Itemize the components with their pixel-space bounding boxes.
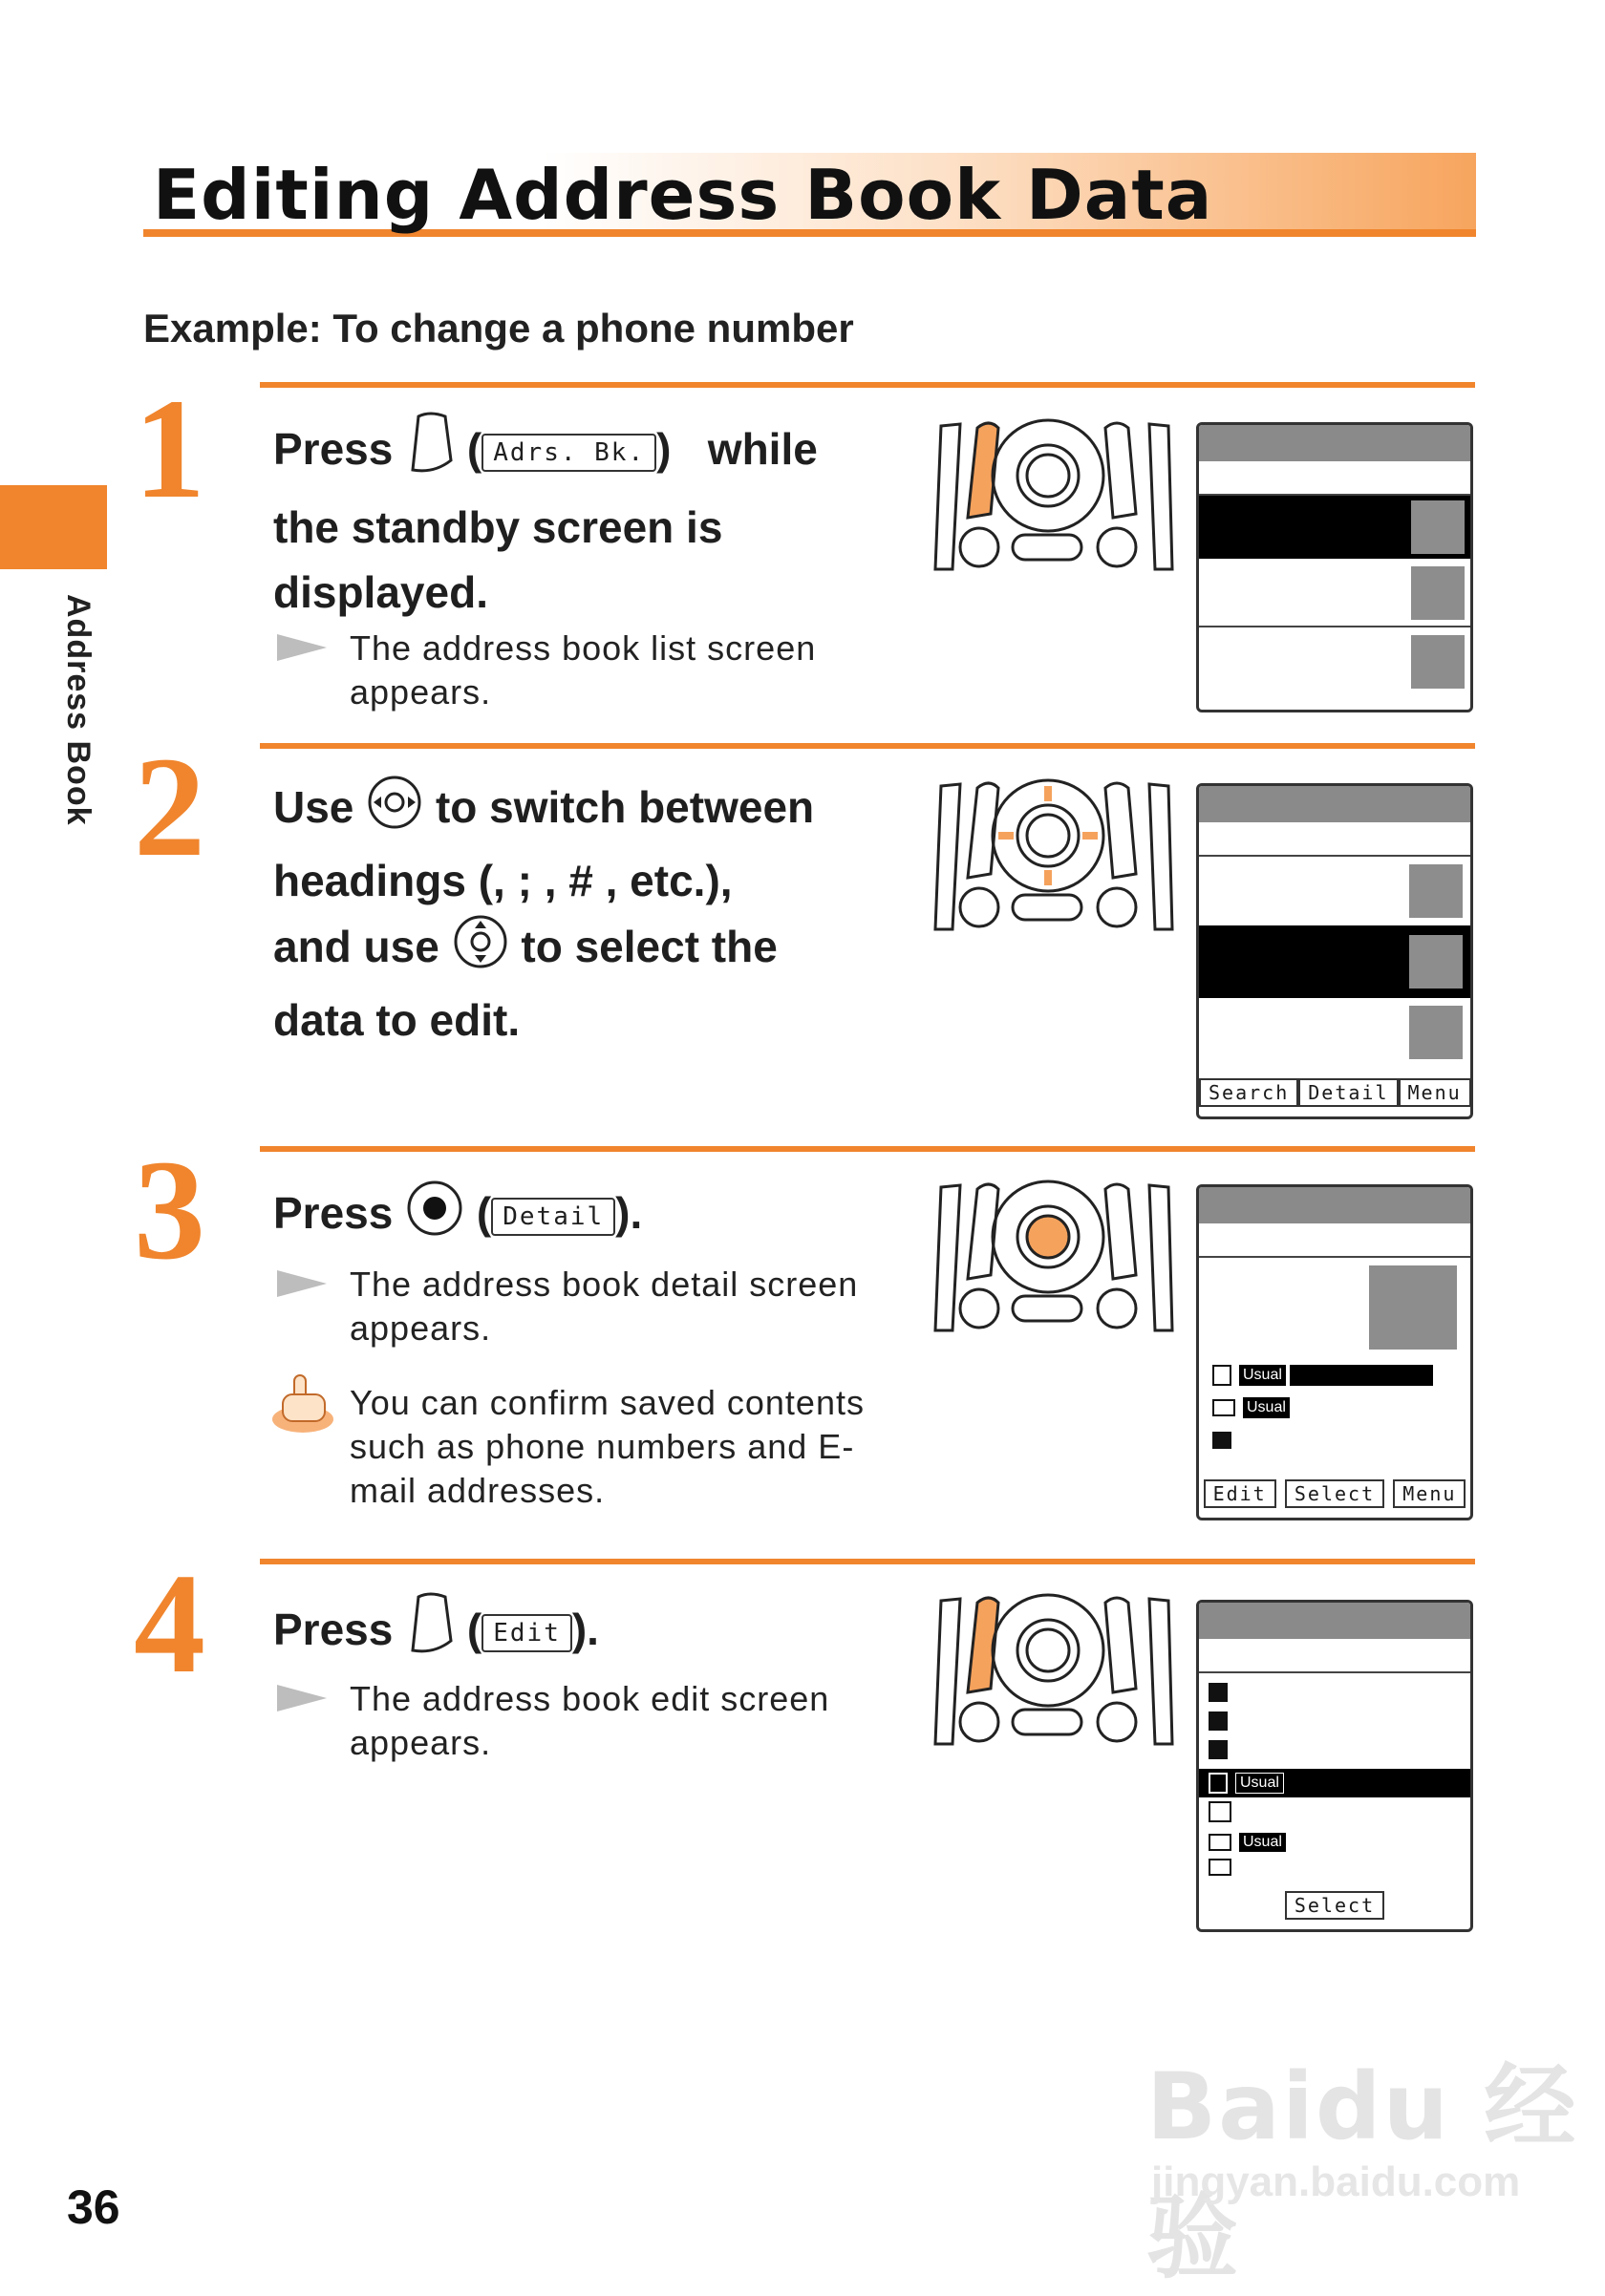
- step-1-rule: [260, 382, 1475, 388]
- mail-2-icon: [1209, 1859, 1231, 1876]
- screen-heading-tabs: [1199, 1223, 1470, 1258]
- step-4-note: The address book edit screen appears.: [350, 1679, 830, 1762]
- step-4-text: Press ( Edit ).: [273, 1591, 885, 1675]
- section-tab: [0, 485, 107, 569]
- phone-icon: [1209, 1773, 1228, 1794]
- selected-phone-field: [1199, 1769, 1470, 1797]
- screen-status-bar: [1199, 1603, 1470, 1639]
- selected-entry-row: [1199, 496, 1470, 559]
- mail-icon: [1209, 1834, 1231, 1851]
- edit-field-list: [1199, 1673, 1470, 1893]
- step-3-number: 3: [134, 1131, 205, 1289]
- selected-entry-row: [1199, 925, 1470, 998]
- step-2-rule: [260, 743, 1475, 749]
- softkey-bar: [1199, 1078, 1470, 1107]
- edit-field-row: [1209, 1711, 1461, 1736]
- watermark: Baidu 经验: [1146, 2053, 1578, 2291]
- mail-icon: [1212, 1399, 1235, 1416]
- step-2-text: [273, 774, 885, 1052]
- step-1-while-text: while: [707, 424, 818, 475]
- result-arrow-icon: [277, 1270, 327, 1297]
- screen-status-bar: [1199, 1187, 1470, 1223]
- step-2-number: 2: [134, 728, 205, 886]
- search-softkey: Search: [1199, 1078, 1298, 1107]
- phone-screen-1: [1196, 422, 1473, 712]
- step-3-text: Press ( Detail ).: [273, 1179, 885, 1255]
- step-3-press-text: Press: [273, 1188, 394, 1239]
- edit-field-row: [1209, 1683, 1461, 1708]
- entry-row: [1199, 559, 1470, 627]
- step-2-select-text: to select the: [521, 922, 778, 972]
- step-1-press-text: Press: [273, 424, 394, 475]
- step-3-rule: [260, 1146, 1475, 1152]
- usual-badge: Usual: [1239, 1365, 1286, 1386]
- keypad-illustration-3: [931, 1180, 1175, 1337]
- usual-badge: Usual: [1239, 1833, 1286, 1852]
- edit-softkey: Edit: [1204, 1479, 1276, 1508]
- left-soft-key-icon: [405, 1591, 455, 1675]
- detail-key-label: Detail: [491, 1198, 615, 1236]
- detail-number-rows: [1199, 1353, 1470, 1462]
- field-icon: [1209, 1683, 1228, 1702]
- adrs-bk-key-label: Adrs. Bk.: [482, 434, 656, 472]
- edit-field-row: [1209, 1830, 1461, 1855]
- left-soft-key-icon: [405, 411, 455, 495]
- result-arrow-icon: [277, 1685, 327, 1711]
- step-3-tip: You can confirm saved contents such as phone numbers and E-mail addresses.: [350, 1383, 865, 1510]
- contact-photo-icon: [1409, 864, 1463, 918]
- phone-row: [1212, 1363, 1457, 1388]
- left-right-nav-icon: [366, 774, 423, 848]
- keypad-illustration-1: [931, 418, 1175, 576]
- softkey-bar: [1199, 1479, 1470, 1508]
- select-softkey: Select: [1285, 1479, 1384, 1508]
- phone-icon: [1212, 1365, 1231, 1386]
- contact-photo-icon: [1369, 1265, 1457, 1350]
- center-key-icon: [405, 1179, 464, 1255]
- entry-row: [1199, 998, 1470, 1067]
- pointing-hand-icon: [269, 1371, 336, 1439]
- step-4-rule: [260, 1559, 1475, 1564]
- screen-status-bar: [1199, 425, 1470, 461]
- phone-screen-3: [1196, 1184, 1473, 1520]
- screen-heading-tabs: [1199, 822, 1470, 857]
- phone-screen-4: [1196, 1600, 1473, 1932]
- step-2-and-use-text: and use: [273, 922, 439, 972]
- step-1-line-3: displayed.: [273, 567, 488, 617]
- field-icon: [1209, 1711, 1228, 1731]
- page-number: 36: [67, 2180, 120, 2234]
- step-2-headings-list: , ; , # , etc.),: [493, 856, 733, 905]
- contact-photo-icon: [1409, 935, 1463, 989]
- step-2-headings-text: headings (: [273, 856, 494, 905]
- step-1-note: The address book list screen appears.: [350, 628, 817, 712]
- step-1-text: Press ( Adrs. Bk. ) while the standby screen is displayed.: [273, 411, 885, 625]
- select-softkey: Select: [1285, 1891, 1384, 1920]
- group-icon: [1212, 1432, 1231, 1449]
- step-4-number: 4: [134, 1544, 205, 1703]
- edit-field-row: [1209, 1801, 1461, 1826]
- detail-name-area: [1199, 1258, 1470, 1353]
- contact-photo-icon: [1411, 500, 1465, 554]
- up-down-nav-icon: [452, 913, 509, 988]
- screen-heading-tabs: [1199, 1639, 1470, 1673]
- step-3-note: The address book detail screen appears.: [350, 1265, 859, 1348]
- entry-row: [1199, 627, 1470, 694]
- phone-number-value: [1290, 1365, 1433, 1386]
- step-2-use-text: Use: [273, 782, 354, 833]
- menu-softkey: Menu: [1399, 1078, 1471, 1107]
- screen-status-bar: [1199, 786, 1470, 822]
- keypad-illustration-4: [931, 1593, 1175, 1751]
- edit-field-row: [1209, 1859, 1461, 1883]
- keypad-illustration-2: [931, 778, 1175, 936]
- softkey-bar: [1199, 1891, 1470, 1920]
- step-2-switch-text: to switch between: [435, 782, 815, 833]
- detail-softkey: Detail: [1298, 1078, 1398, 1107]
- contact-photo-icon: [1411, 566, 1465, 620]
- menu-softkey: Menu: [1393, 1479, 1466, 1508]
- section-label: Address Book: [60, 594, 96, 826]
- usual-badge: Usual: [1235, 1773, 1284, 1794]
- usual-badge: Usual: [1243, 1397, 1290, 1418]
- step-1-number: 1: [134, 370, 205, 528]
- page-title: Editing Address Book Data: [153, 155, 1213, 235]
- step-4-press-text: Press: [273, 1605, 394, 1655]
- entry-row: [1199, 857, 1470, 925]
- result-arrow-icon: [277, 634, 327, 661]
- group-row: [1212, 1428, 1457, 1453]
- phone-screen-2: [1196, 783, 1473, 1119]
- example-heading: Example: To change a phone number: [143, 306, 854, 351]
- edit-key-label: Edit: [482, 1614, 572, 1652]
- contact-photo-icon: [1411, 635, 1465, 689]
- edit-field-row: [1209, 1740, 1461, 1765]
- watermark-url: jingyan.baidu.com: [1151, 2158, 1521, 2205]
- screen-heading-tabs: [1199, 461, 1470, 496]
- mail-row: [1212, 1395, 1457, 1420]
- contact-photo-icon: [1409, 1006, 1463, 1059]
- field-icon: [1209, 1740, 1228, 1759]
- step-2-line-4: data to edit.: [273, 995, 521, 1045]
- step-1-line-2: the standby screen is: [273, 502, 723, 552]
- phone-2-icon: [1209, 1801, 1231, 1822]
